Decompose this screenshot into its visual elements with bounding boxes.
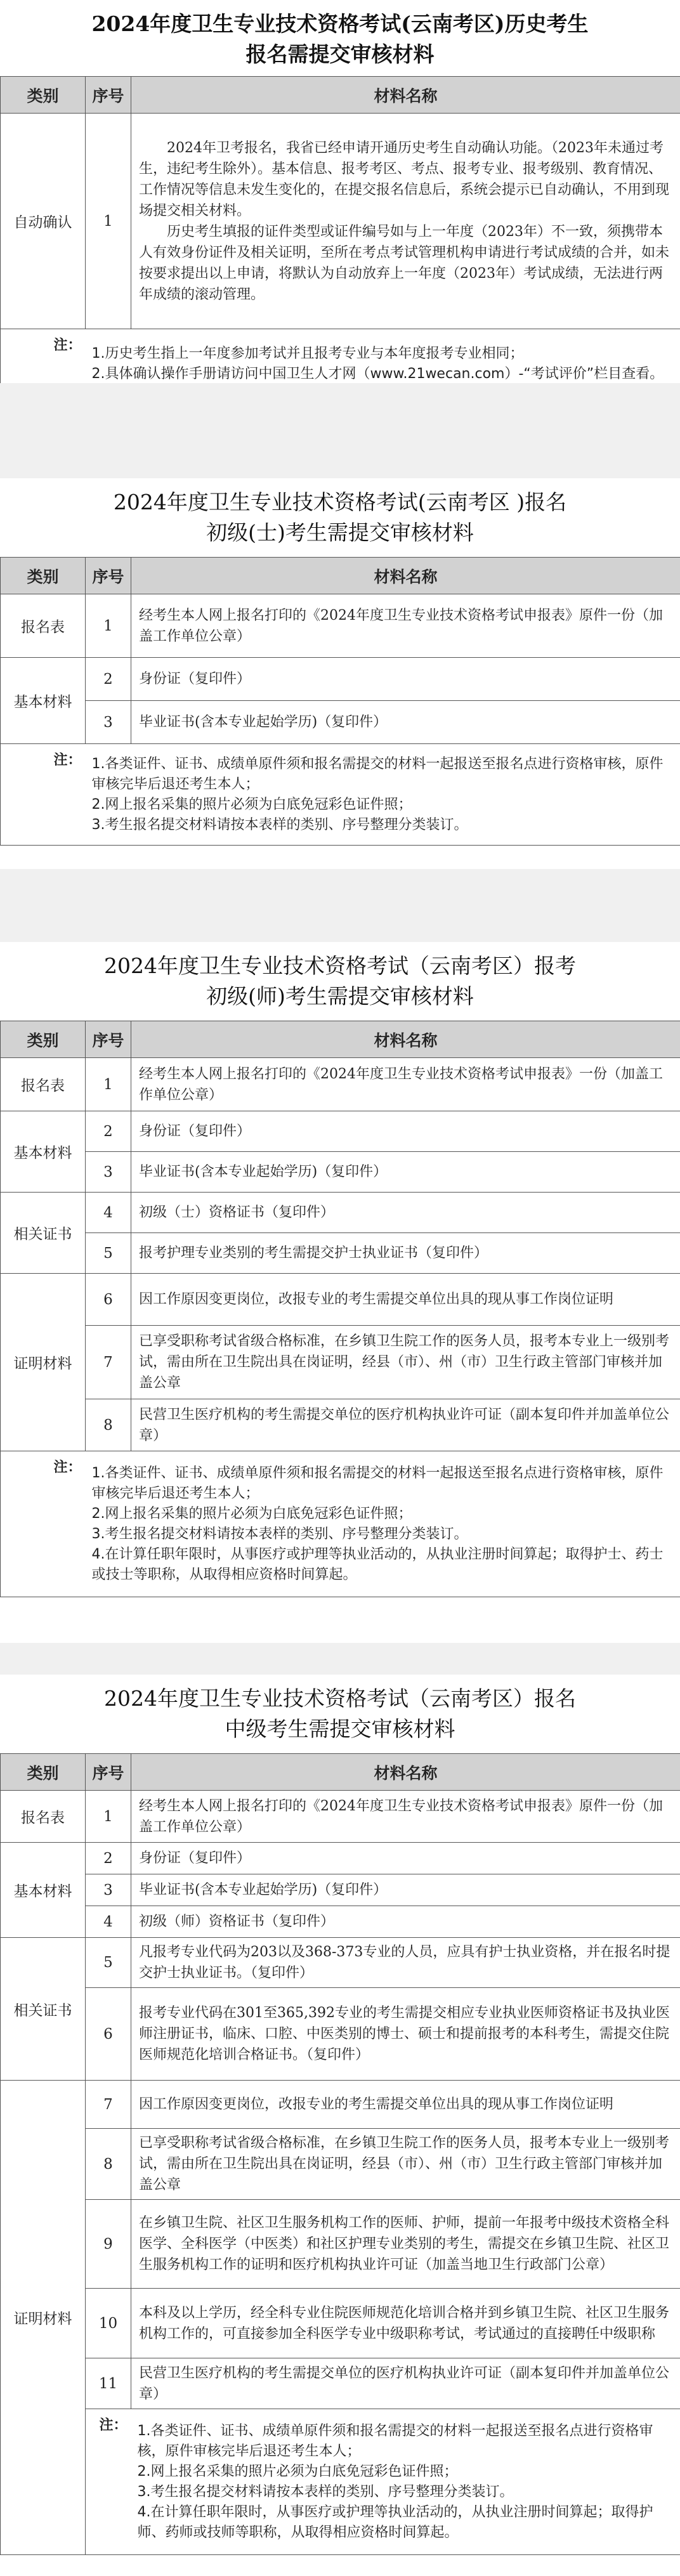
material-cell: 民营卫生医疗机构的考生需提交单位的医疗机构执业许可证（副本复印件并加盖单位公章） [131, 1399, 680, 1451]
number-cell: 2 [86, 658, 131, 701]
table-row [1, 1938, 680, 1988]
material-cell: 在乡镇卫生院、社区卫生服务机构工作的医师、护师，提前一年报考中级技术资格全科医学、全科医学（中医类）和社区护理专业类别的考生，需提交在乡镇卫生院、社区卫生服务机构工作的证明和医疗机构执业许可证（加盖当地卫生行政部门公章） [131, 2200, 680, 2289]
material-cell: 本科及以上学历，经全科专业住院医师规范化培训合格并到乡镇卫生院、社区卫生服务机构工作的，可直接参加全科医学专业中级职称考试，考试通过的直接聘任中级职称 [131, 2289, 680, 2358]
number-cell: 4 [86, 1906, 131, 1938]
title-line-1: 2024年度卫生专业技术资格考试（云南考区）报考 [104, 953, 576, 978]
header-number: 序号 [86, 77, 131, 114]
table-row [1, 1152, 680, 1193]
notes-label: 注： [1, 329, 86, 399]
note-item: 1.各类证件、证书、成绩单原件须和报名需提交的材料一起报送至报名点进行资格审核，原件审核完毕后退还考生本人； [91, 755, 664, 792]
section-title [0, 0, 680, 70]
number-cell: 1 [86, 1058, 131, 1111]
category-cell: 基本材料 [1, 1111, 86, 1193]
table-row [1, 1791, 680, 1843]
header-number: 序号 [86, 1021, 131, 1058]
title-line-1: 2024年度卫生专业技术资格考试（云南考区）报名 [104, 1686, 576, 1711]
notes-label: 注： [1, 744, 86, 846]
title-line-2: 中级考生需提交审核材料 [225, 1716, 455, 1741]
section-title [0, 478, 680, 548]
table-row [1, 1233, 680, 1274]
table-row [1, 594, 680, 658]
category-cell: 证明材料 [1, 2081, 86, 2555]
notes-cell [131, 2409, 680, 2555]
note-item: 1.各类证件、证书、成绩单原件须和报名需提交的材料一起报送至报名点进行资格审核，原件审核完毕后退还考生本人； [137, 2422, 653, 2459]
section-gap [0, 1643, 680, 1675]
table-row [1, 1988, 680, 2081]
number-cell: 9 [86, 2200, 131, 2289]
table-row [1, 701, 680, 744]
category-cell: 相关证书 [1, 1193, 86, 1274]
number-cell: 3 [86, 1874, 131, 1906]
material-cell: 已享受职称考试省级合格标准，在乡镇卫生院工作的医务人员，报考本专业上一级别考试，需由所在卫生院出具在岗证明，经县（市）、州（市）卫生行政主管部门审核并加盖公章 [131, 1326, 680, 1399]
number-cell: 6 [86, 1988, 131, 2081]
category-cell: 基本材料 [1, 1843, 86, 1938]
number-cell: 1 [86, 114, 131, 329]
title-line-1: 2024年度卫生专业技术资格考试(云南考区)历史考生 [91, 11, 589, 36]
title-line-2: 初级(士)考生需提交审核材料 [206, 520, 474, 545]
material-cell: 因工作原因变更岗位，改报专业的考生需提交单位出具的现从事工作岗位证明 [131, 1274, 680, 1326]
section-intermediate [0, 1675, 680, 2555]
material-cell: 身份证（复印件） [131, 1111, 680, 1152]
category-cell: 相关证书 [1, 1938, 86, 2081]
material-cell: 初级（士）资格证书（复印件） [131, 1193, 680, 1233]
table-row [1, 2289, 680, 2358]
section-junior-shi2 [0, 942, 680, 1597]
material-cell [131, 114, 680, 329]
header-category: 类别 [1, 77, 86, 114]
section-title [0, 942, 680, 1012]
table-row [1, 1111, 680, 1152]
number-cell: 5 [86, 1233, 131, 1274]
note-item: 3.考生报名提交材料请按本表样的类别、序号整理分类装订。 [91, 816, 468, 833]
table-row [1, 1058, 680, 1111]
header-category: 类别 [1, 558, 86, 594]
material-cell: 报考专业代码在301至365,392专业的考生需提交相应专业执业医师资格证书及执业医师注册证书，临床、口腔、中医类别的博士、硕士和提前报考的本科考生，需提交住院医师规范化培训合格证书。（复印件） [131, 1988, 680, 2081]
number-cell: 6 [86, 1274, 131, 1326]
header-material-name: 材料名称 [131, 1754, 680, 1791]
number-cell: 7 [86, 1326, 131, 1399]
paragraph: 2024年卫考报名，我省已经申请开通历史考生自动确认功能。（2023年未通过考生，违纪考生除外）。基本信息、报考考区、考点、报考专业、报考级别、教育情况、工作情况等信息未发生变化的，在提交报名信息后，系统会提示已自动确认，不用到现场提交相关材料。 [139, 140, 670, 219]
number-cell: 11 [86, 2358, 131, 2409]
number-cell: 2 [86, 1111, 131, 1152]
material-cell: 毕业证书(含本专业起始学历)（复印件） [131, 1152, 680, 1193]
table-row [1, 658, 680, 701]
number-cell: 2 [86, 1843, 131, 1874]
material-cell: 报考护理专业类别的考生需提交护士执业证书（复印件） [131, 1233, 680, 1274]
note-item: 4.在计算任职年限时，从事医疗或护理等执业活动的，从执业注册时间算起；取得护师、药师或技师等职称，从取得相应资格时间算起。 [137, 2504, 653, 2540]
material-cell: 经考生本人网上报名打印的《2024年度卫生专业技术资格考试申报表》原件一份（加盖工作单位公章） [131, 1791, 680, 1843]
section-junior-shi [0, 478, 680, 846]
material-cell: 已享受职称考试省级合格标准，在乡镇卫生院工作的医务人员，报考本专业上一级别考试，需由所在卫生院出具在岗证明，经县（市）、州（市）卫生行政主管部门审核并加盖公章 [131, 2129, 680, 2200]
note-item: 3.考生报名提交材料请按本表样的类别、序号整理分类装订。 [91, 1526, 468, 1542]
notes-label: 注： [1, 1451, 86, 1597]
notes-cell [86, 744, 680, 846]
number-cell: 1 [86, 1791, 131, 1843]
header-number: 序号 [86, 1754, 131, 1791]
note-item: 2.网上报名采集的照片必须为白底免冠彩色证件照； [91, 796, 412, 813]
category-cell: 证明材料 [1, 1274, 86, 1451]
material-cell: 初级（师）资格证书（复印件） [131, 1906, 680, 1938]
paragraph: 历史考生填报的证件类型或证件编号如与上一年度（2023年）不一致，须携带本人有效身份证件及相关证明，至所在考点考试管理机构申请进行考试成绩的合并，如未按要求提出以上申请，将默认为自动放弃上一年度（2023年）考试成绩，无法进行两年成绩的滚动管理。 [139, 223, 670, 303]
number-cell: 5 [86, 1938, 131, 1988]
material-cell: 民营卫生医疗机构的考生需提交单位的医疗机构执业许可证（副本复印件并加盖单位公章） [131, 2358, 680, 2409]
table-row [1, 2129, 680, 2200]
note-item: 2.具体确认操作手册请访问中国卫生人才网（www.21wecan.com）-“考试评价”栏目查看。 [91, 365, 664, 382]
number-cell: 4 [86, 1193, 131, 1233]
section-gap [0, 869, 680, 942]
material-cell: 经考生本人网上报名打印的《2024年度卫生专业技术资格考试申报表》一份（加盖工作单位公章） [131, 1058, 680, 1111]
section-history [0, 0, 680, 399]
section-title [0, 1675, 680, 1744]
table-row [1, 1274, 680, 1326]
category-cell: 基本材料 [1, 658, 86, 744]
note-item: 4.在计算任职年限时，从事医疗或护理等执业活动的，从执业注册时间算起；取得护士、药士或技士等职称，从取得相应资格时间算起。 [91, 1546, 664, 1583]
header-material-name: 材料名称 [131, 1021, 680, 1058]
materials-table [0, 76, 680, 399]
header-material-name: 材料名称 [131, 77, 680, 114]
materials-table [0, 557, 680, 846]
material-cell: 身份证（复印件） [131, 1843, 680, 1874]
notes-cell [86, 1451, 680, 1597]
table-row [1, 2081, 680, 2129]
note-item: 1.历史考生指上一年度参加考试并且报考专业与本年度报考专业相同； [91, 345, 524, 362]
notes-row [1, 744, 680, 846]
materials-table [0, 1021, 680, 1597]
category-cell: 报名表 [1, 594, 86, 658]
number-cell: 8 [86, 1399, 131, 1451]
category-cell: 自动确认 [1, 114, 86, 329]
table-row [1, 2200, 680, 2289]
title-line-1: 2024年度卫生专业技术资格考试(云南考区 )报名 [113, 490, 567, 514]
table-row [1, 114, 680, 329]
note-item: 2.网上报名采集的照片必须为白底免冠彩色证件照； [91, 1505, 412, 1522]
table-row [1, 1326, 680, 1399]
material-cell: 因工作原因变更岗位，改报专业的考生需提交单位出具的现从事工作岗位证明 [131, 2081, 680, 2129]
notes-row [1, 2409, 680, 2555]
number-cell: 3 [86, 1152, 131, 1193]
section-gap [0, 383, 680, 478]
note-item: 1.各类证件、证书、成绩单原件须和报名需提交的材料一起报送至报名点进行资格审核，原件审核完毕后退还考生本人； [91, 1465, 664, 1501]
category-cell: 报名表 [1, 1791, 86, 1843]
notes-label: 注： [86, 2409, 131, 2555]
title-line-2: 初级(师)考生需提交审核材料 [206, 984, 474, 1009]
table-row [1, 1843, 680, 1874]
header-number: 序号 [86, 558, 131, 594]
number-cell: 3 [86, 701, 131, 744]
table-row [1, 1874, 680, 1906]
table-row [1, 2358, 680, 2409]
note-item: 2.网上报名采集的照片必须为白底免冠彩色证件照； [137, 2463, 458, 2480]
material-cell: 毕业证书(含本专业起始学历)（复印件） [131, 701, 680, 744]
material-cell: 经考生本人网上报名打印的《2024年度卫生专业技术资格考试申报表》原件一份（加盖工作单位公章） [131, 594, 680, 658]
number-cell: 10 [86, 2289, 131, 2358]
number-cell: 7 [86, 2081, 131, 2129]
notes-row [1, 1451, 680, 1597]
table-row [1, 1193, 680, 1233]
title-line-2: 报名需提交审核材料 [245, 42, 435, 67]
material-cell: 身份证（复印件） [131, 658, 680, 701]
number-cell: 1 [86, 594, 131, 658]
note-item: 3.考生报名提交材料请按本表样的类别、序号整理分类装订。 [137, 2483, 514, 2500]
header-category: 类别 [1, 1021, 86, 1058]
materials-table [0, 1753, 680, 2555]
header-category: 类别 [1, 1754, 86, 1791]
number-cell: 8 [86, 2129, 131, 2200]
category-cell: 报名表 [1, 1058, 86, 1111]
table-row [1, 1399, 680, 1451]
header-material-name: 材料名称 [131, 558, 680, 594]
material-cell: 毕业证书(含本专业起始学历)（复印件） [131, 1874, 680, 1906]
table-row [1, 1906, 680, 1938]
material-cell: 凡报考专业代码为203以及368-373专业的人员，应具有护士执业资格，并在报名时提交护士执业证书。（复印件） [131, 1938, 680, 1988]
